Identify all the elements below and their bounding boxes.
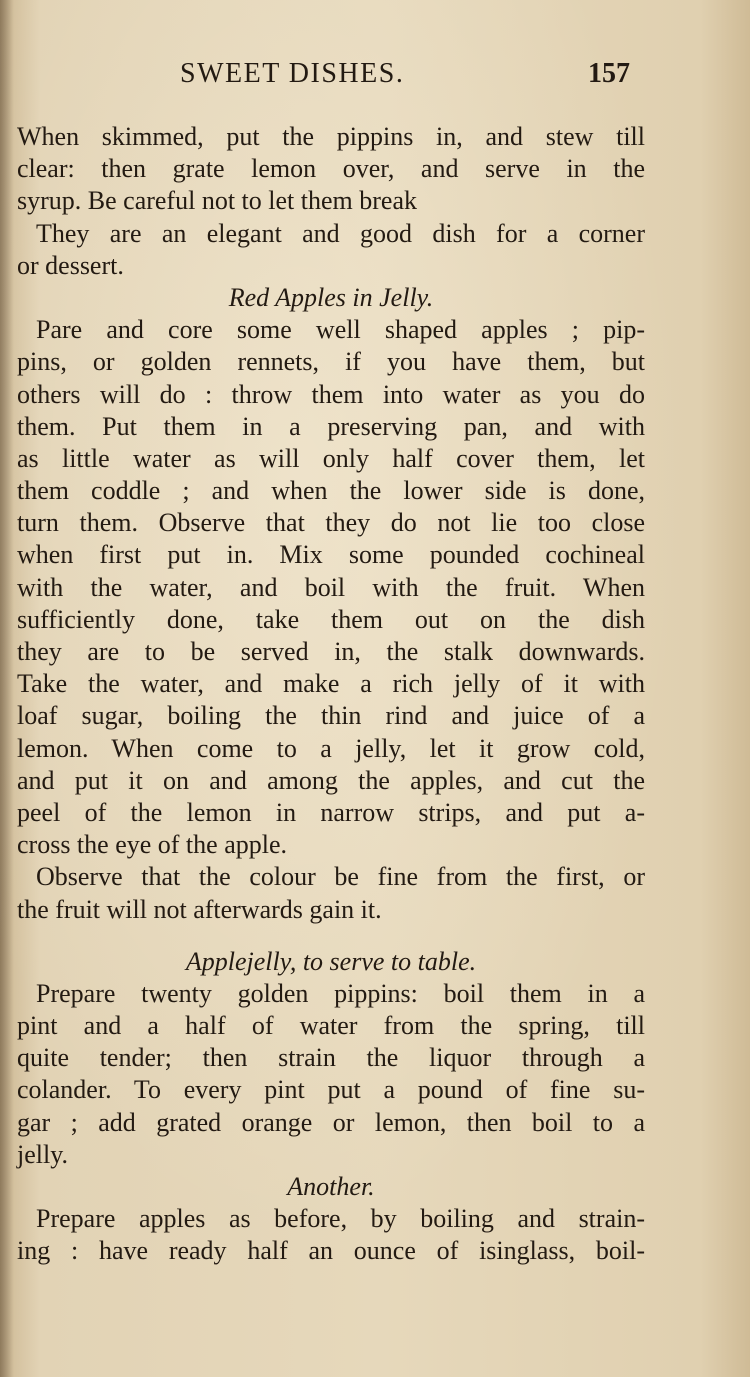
text-line: and put it on and among the apples, and cut the bbox=[17, 765, 645, 795]
text-line: They are an elegant and good dish for a corner bbox=[36, 218, 645, 248]
text-line: Prepare apples as before, by boiling and strain- bbox=[36, 1204, 645, 1234]
text-line: others will do : throw them into water as you do bbox=[17, 379, 645, 409]
text-line: sufficiently done, take them out on the dish bbox=[17, 604, 645, 634]
text-line: with the water, and boil with the fruit. When bbox=[17, 572, 645, 602]
text-line: the fruit will not afterwards gain it. bbox=[17, 894, 382, 924]
recipe-heading-applejelly: Applejelly, to serve to table. bbox=[185, 946, 477, 976]
text-line: pins, or golden rennets, if you have them, but bbox=[17, 347, 645, 377]
page-body bbox=[17, 121, 645, 1268]
text-line: when first put in. Mix some pounded cochineal bbox=[17, 540, 645, 570]
text-line: When skimmed, put the pippins in, and stew till bbox=[17, 122, 645, 151]
text-line: they are to be served in, the stalk downwards. bbox=[17, 637, 645, 666]
recipe-heading-red-apples: Red Apples in Jelly. bbox=[228, 282, 434, 312]
text-line: ing : have ready half an ounce of isinglass, boil- bbox=[17, 1236, 645, 1266]
text-line: clear: then grate lemon over, and serve in the bbox=[17, 154, 645, 184]
text-line: Take the water, and make a rich jelly of it with bbox=[17, 669, 645, 699]
page-number: 157 bbox=[588, 58, 630, 89]
running-title: SWEET DISHES. bbox=[180, 58, 405, 89]
text-line: Observe that the colour be fine from the first, or bbox=[36, 862, 645, 892]
text-line: jelly. bbox=[17, 1139, 69, 1169]
text-line: colander. To every pint put a pound of fine su- bbox=[17, 1075, 645, 1105]
text-line: syrup. Be careful not to let them break bbox=[17, 186, 417, 216]
text-line: them coddle ; and when the lower side is done, bbox=[17, 476, 645, 506]
text-line: Prepare twenty golden pippins: boil them in a bbox=[36, 978, 645, 1008]
text-line: pint and a half of water from the spring, till bbox=[17, 1011, 645, 1041]
text-line: peel of the lemon in narrow strips, and put a- bbox=[17, 797, 645, 827]
text-line: gar ; add grated orange or lemon, then boil to a bbox=[17, 1107, 645, 1137]
text-line: cross the eye of the apple. bbox=[17, 830, 288, 860]
recipe-heading-another: Another. bbox=[287, 1172, 375, 1201]
section-gap bbox=[17, 926, 645, 946]
text-line: as little water as will only half cover them, let bbox=[17, 443, 645, 473]
text-line: lemon. When come to a jelly, let it grow cold, bbox=[17, 733, 645, 763]
text-line: or dessert. bbox=[17, 250, 124, 280]
text-line: quite tender; then strain the liquor through a bbox=[17, 1043, 645, 1073]
page-header bbox=[0, 58, 750, 98]
text-line: Pare and core some well shaped apples ; pip- bbox=[36, 315, 645, 345]
spine-shadow bbox=[0, 0, 14, 1377]
text-line: loaf sugar, boiling the thin rind and juice of a bbox=[17, 701, 645, 731]
text-line: turn them. Observe that they do not lie too close bbox=[17, 508, 645, 538]
text-line: them. Put them in a preserving pan, and with bbox=[17, 411, 645, 441]
